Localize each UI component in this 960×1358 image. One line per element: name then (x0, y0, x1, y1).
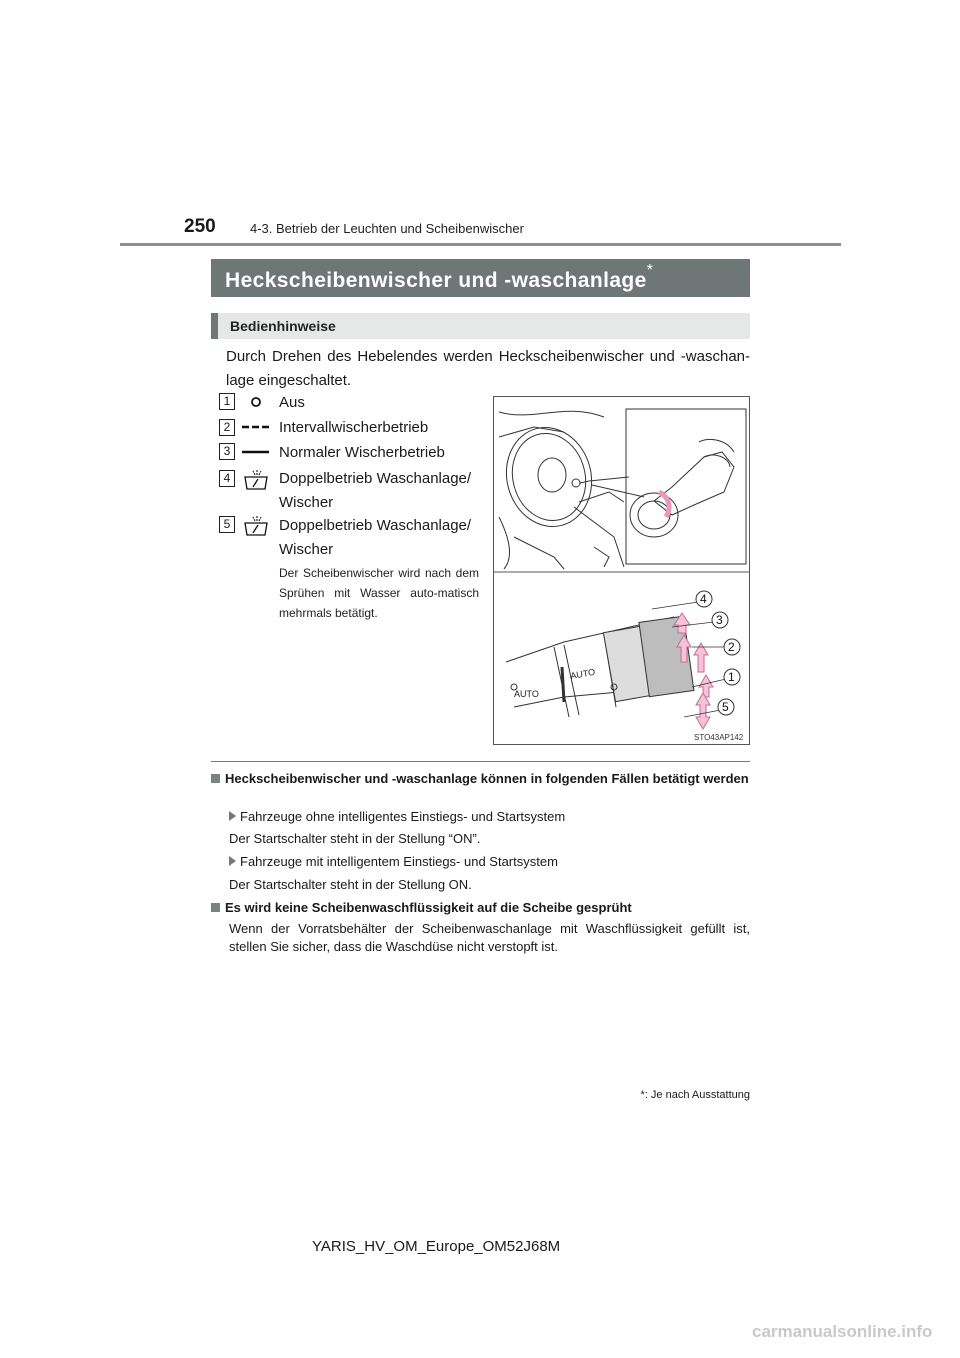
arrow-bullet-icon (229, 856, 236, 866)
square-bullet-icon (211, 774, 220, 783)
note-heading-1-text: Heckscheibenwischer und -waschanlage können in folgenden Fällen betätigt werden (225, 771, 749, 786)
lever-illustration (493, 396, 750, 745)
lever-auto-label: AUTO (514, 689, 539, 699)
item-number-2: 2 (219, 419, 235, 436)
note-arrow-item-2 (229, 853, 558, 871)
washer-wiper-icon (241, 515, 271, 537)
document-footer: YARIS_HV_OM_Europe_OM52J68M (312, 1238, 561, 1255)
item-label-3: Normaler Wischerbetrieb (279, 444, 445, 461)
item-label-4: Doppelbetrieb Waschanlage/ Wischer (279, 470, 472, 511)
header-divider (120, 243, 841, 246)
square-bullet-icon (211, 903, 220, 912)
arrow-bullet-icon (229, 811, 236, 821)
item-number-4: 4 (219, 470, 235, 487)
zoom-box (626, 409, 746, 564)
note-heading-2-text: Es wird keine Scheibenwaschflüssigkeit auf die Scheibe gesprüht (225, 900, 632, 915)
note-arrow-item-1 (229, 808, 565, 826)
note-arrow-item-1-text: Fahrzeuge ohne intelligentes Einstiegs- und Startsystem (240, 809, 566, 824)
note-text-3: Wenn der Vorratsbehälter der Scheibenwaschanlage mit Waschflüssigkeit gefüllt ist, stellen Sie sicher, dass die Waschdüse nicht verstopft ist. (229, 921, 750, 954)
lever-auto-label: AUTO (569, 666, 596, 681)
figure-callout-4: 4 (700, 592, 707, 606)
chapter-title: 4-3. Betrieb der Leuchten und Scheibenwischer (250, 221, 524, 236)
section-divider (211, 761, 750, 762)
item-number-1: 1 (219, 393, 235, 410)
note-text-2: Der Startschalter steht in der Stellung ON. (229, 877, 472, 892)
footnote (600, 1089, 750, 1101)
note-text-1: Der Startschalter steht in der Stellung “ON”. (229, 831, 481, 846)
section-title-text: Heckscheibenwischer und -waschanlage (225, 269, 647, 292)
solid-line-icon (241, 447, 271, 457)
note-heading-1 (211, 770, 750, 788)
subsection-heading: Bedienhinweise (211, 313, 750, 339)
dashboard-drawing (495, 411, 624, 569)
washer-wiper-icon (241, 469, 271, 491)
watermark: carmanualsonline.info (752, 1322, 933, 1341)
item-label-1: Aus (279, 394, 305, 411)
section-title (211, 259, 750, 297)
dashed-line-icon (241, 422, 271, 432)
lever-drawing (506, 616, 694, 717)
circle-off-icon (241, 395, 271, 409)
intro-paragraph: Durch Drehen des Hebelendes werden Heckscheibenwischer und -waschan-lage eingeschaltet. (226, 348, 750, 389)
footnote-text: : Je nach Ausstattung (644, 1089, 750, 1101)
page-number: 250 (184, 216, 216, 237)
item-number-5: 5 (219, 516, 235, 533)
note-heading-2 (211, 899, 750, 917)
figure-code: STO43AP142 (694, 733, 744, 742)
figure-callout-3: 3 (716, 613, 723, 627)
item-label-5: Doppelbetrieb Waschanlage/ Wischer (279, 517, 472, 558)
figure-callout-2: 2 (728, 640, 735, 654)
figure-callout-5: 5 (722, 700, 729, 714)
item-number-3: 3 (219, 443, 235, 460)
item-label-2: Intervallwischerbetrieb (279, 419, 429, 436)
item-5-note: Der Scheibenwischer wird nach dem Sprühen mit Wasser auto-matisch mehrmals betätigt. (279, 566, 479, 620)
footnote-mark: * (646, 262, 654, 279)
note-arrow-item-2-text: Fahrzeuge mit intelligentem Einstiegs- und Startsystem (240, 854, 558, 869)
figure-callout-1: 1 (728, 670, 735, 684)
footnote-mark: * (640, 1089, 645, 1101)
